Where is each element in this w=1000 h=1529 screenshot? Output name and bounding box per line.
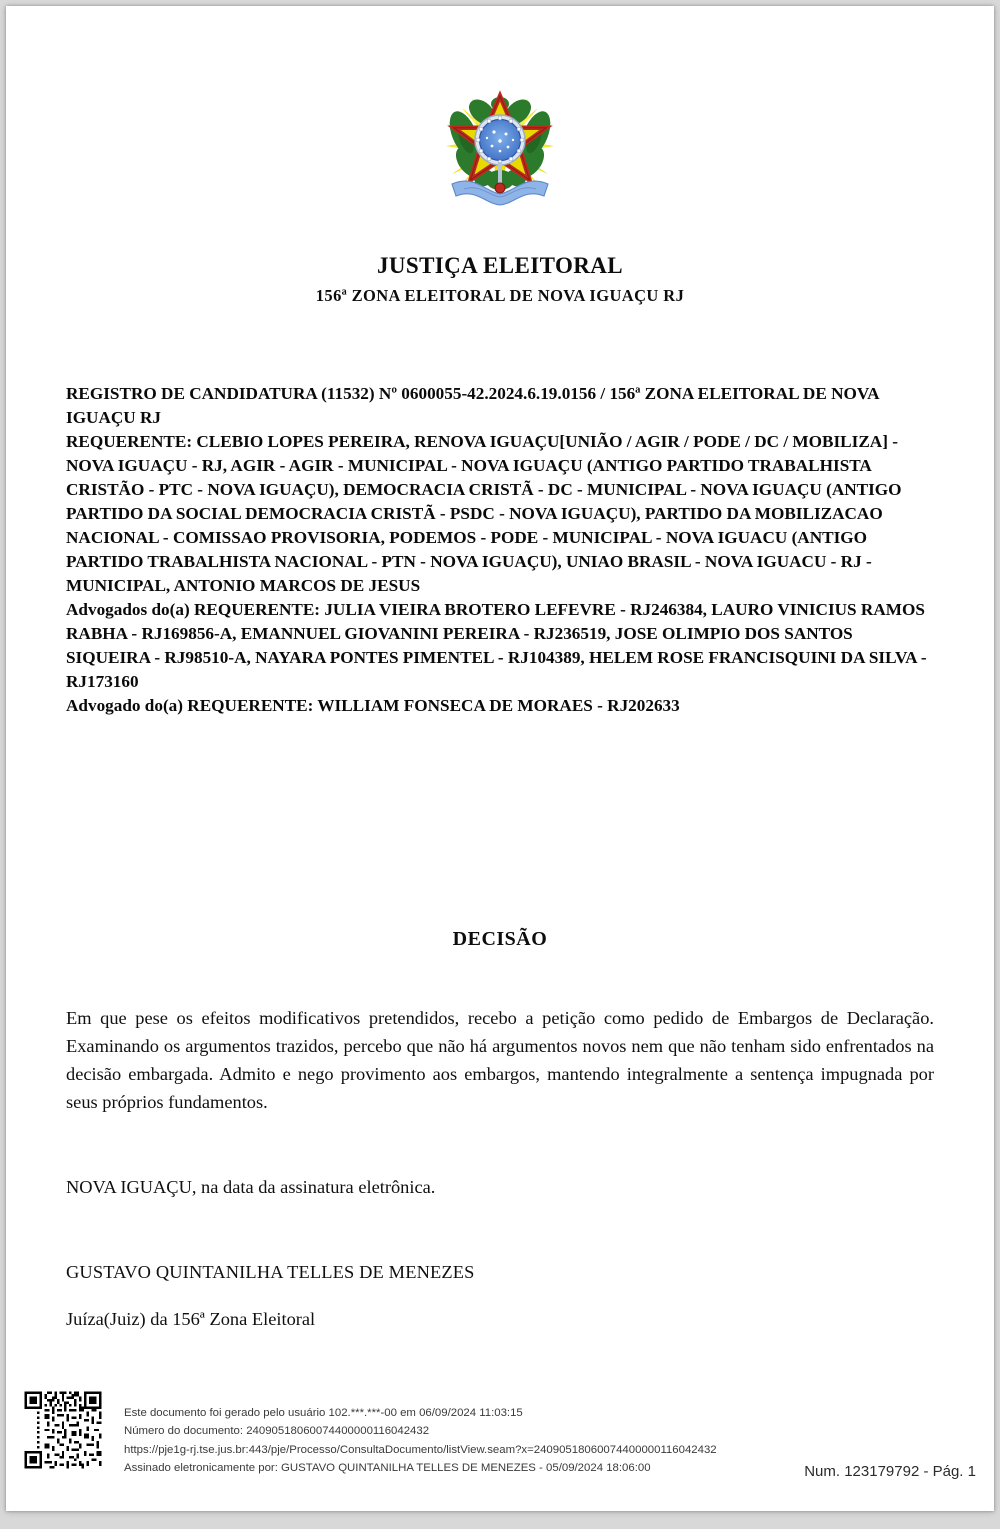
qr-code-icon[interactable] xyxy=(22,1389,104,1471)
page-number-label: Num. 123179792 - Pág. 1 xyxy=(804,1463,976,1480)
footer-document-number-line: Número do documento: 24090518060074400000116042432 xyxy=(124,1425,430,1438)
electoral-zone-subtitle: 156ª ZONA ELEITORAL DE NOVA IGUAÇU RJ xyxy=(315,286,685,305)
court-title: JUSTIÇA ELEITORAL xyxy=(376,253,624,278)
case-header-block xyxy=(66,306,934,718)
signer-role: Juíza(Juiz) da 156ª Zona Eleitoral xyxy=(66,1308,316,1329)
signer-name: GUSTAVO QUINTANILHA TELLES DE MENEZES xyxy=(66,1261,475,1282)
decision-paragraph: Em que pese os efeitos modificativos pretendidos, recebo a petição como pedido de Embargos de Declaração. Examinando os argumentos trazidos, percebo que não há argumentos novos nem que não tenham sido enfrentados na decisão embargada. Admito e nego provimento aos embargos, mantendo integralmente a sentença impugnada por seus próprios fundamentos. xyxy=(66,1007,934,1112)
case-advogado-line: Advogado do(a) REQUERENTE: WILLIAM FONSECA DE MORAES - RJ202633 xyxy=(66,695,680,715)
decision-heading: DECISÃO xyxy=(452,927,548,950)
footer-metadata xyxy=(124,1404,717,1478)
crest-container xyxy=(6,6,994,217)
document-footer xyxy=(6,1389,994,1497)
case-registry-line: REGISTRO DE CANDIDATURA (11532) Nº 0600055-42.2024.6.19.0156 / 156ª ZONA ELEITORAL DE NOVA IGUAÇU RJ xyxy=(66,384,879,427)
document-page xyxy=(6,6,994,1511)
footer-generated-line: Este documento foi gerado pelo usuário 102.***.***-00 em 06/09/2024 11:03:15 xyxy=(124,1407,523,1419)
document-content xyxy=(6,6,994,1511)
place-and-date: NOVA IGUAÇU, na data da assinatura eletrônica. xyxy=(66,1176,436,1197)
decision-body xyxy=(66,1005,934,1117)
footer-signature-line: Assinado eletronicamente por: GUSTAVO QUINTANILHA TELLES DE MENEZES - 05/09/2024 18:06:00 xyxy=(124,1462,651,1475)
brazil-coat-of-arms-icon xyxy=(434,88,566,212)
case-requerente-line: REQUERENTE: CLEBIO LOPES PEREIRA, RENOVA IGUAÇU[UNIÃO / AGIR / PODE / DC / MOBILIZA] - NOVA IGUAÇU - RJ, AGIR - AGIR - MUNICIPAL - NOVA IGUAÇU (ANTIGO PARTIDO TRABALHISTA CRISTÃO - PTC - NOVA IGUAÇU), DEMOCRACIA CRISTÃ - DC - MUNICIPAL - NOVA IGUAÇU (ANTIGO PARTIDO DA SOCIAL DEMOCRACIA CRISTÃ - PSDC - NOVA IGUAÇU), PARTIDO DA MOBILIZACAO NACIONAL - COMISSAO PROVISORIA, PODEMOS - PODE - MUNICIPAL - NOVA IGUACU (ANTIGO PARTIDO TRABALHISTA NACIONAL - PTN - NOVA IGUAÇU), UNIAO BRASIL - NOVA IGUACU - RJ - MUNICIPAL, ANTONIO MARCOS DE JESUS xyxy=(66,431,902,595)
footer-verification-url[interactable]: https://pje1g-rj.tse.jus.br:443/pje/Processo/ConsultaDocumento/listView.seam?x=24090518060074400000116042432 xyxy=(124,1443,717,1456)
case-advogados-line: Advogados do(a) REQUERENTE: JULIA VIEIRA BROTERO LEFEVRE - RJ246384, LAURO VINICIUS RAMOS RABHA - RJ169856-A, EMANNUEL GIOVANINI PEREIRA - RJ236519, JOSE OLIMPIO DOS SANTOS SIQUEIRA - RJ98510-A, NAYARA PONTES PIMENTEL - RJ104389, HELEM ROSE FRANCISQUINI DA SILVA - RJ173160 xyxy=(66,599,927,691)
